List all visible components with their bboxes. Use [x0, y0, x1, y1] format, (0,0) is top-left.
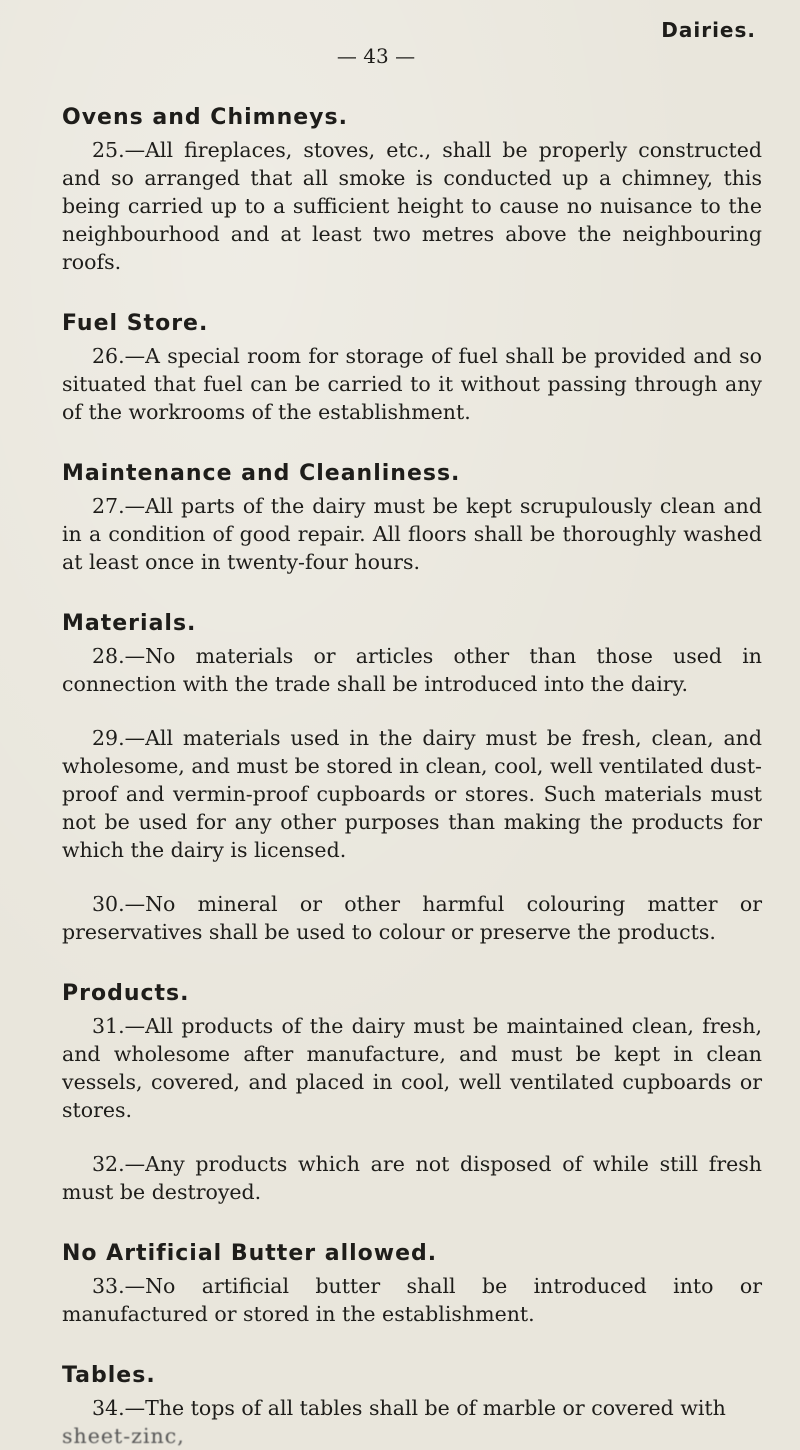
paragraph: 34.—The tops of all tables shall be of marble or covered with	[92, 1396, 726, 1420]
running-head: Dairies.	[661, 18, 756, 42]
cut-off-line: sheet-zinc,	[62, 1424, 185, 1448]
paragraph: 30.—No mineral or other harmful colouring matter or preservatives shall be used to colour or preserve the products.	[62, 892, 762, 944]
paragraph: 25.—All fireplaces, stoves, etc., shall be properly constructed and so arranged that all smoke is conducted up a chimney, this being carried up to a sufficient height to cause no nuisance to the neighbourhood and at least two metres above the neighbouring roofs.	[62, 138, 762, 274]
paragraph: 33.—No artificial butter shall be introduced into or manufactured or stored in the establishment.	[62, 1274, 762, 1326]
page-number: — 43 —	[336, 44, 416, 68]
section-heading: Maintenance and Cleanliness.	[62, 461, 461, 486]
page-content	[62, 100, 762, 1450]
section-heading: Ovens and Chimneys.	[62, 105, 348, 130]
section-heading: Products.	[62, 981, 190, 1006]
paragraph: 29.—All materials used in the dairy must be fresh, clean, and wholesome, and must be stored in clean, cool, well ventilated dust-proof and vermin-proof cupboards or stores. Such materials must not be used for any other purposes than making the products for which the dairy is licensed.	[62, 726, 762, 862]
paragraph: 31.—All products of the dairy must be maintained clean, fresh, and wholesome after manufacture, and must be kept in clean vessels, covered, and placed in cool, well ventilated cupboards or stores.	[62, 1014, 762, 1122]
paragraph: 27.—All parts of the dairy must be kept scrupulously clean and in a condition of good repair. All floors shall be thoroughly washed at least once in twenty-four hours.	[62, 494, 762, 574]
paragraph: 26.—A special room for storage of fuel shall be provided and so situated that fuel can be carried to it without passing through any of the workrooms of the establishment.	[62, 344, 762, 424]
section-heading: Fuel Store.	[62, 311, 209, 336]
section-heading: Tables.	[62, 1363, 156, 1388]
paragraph: 28.—No materials or articles other than those used in connection with the trade shall be introduced into the dairy.	[62, 644, 762, 696]
section-heading: Materials.	[62, 611, 197, 636]
section-heading: No Artificial Butter allowed.	[62, 1241, 438, 1266]
paragraph: 32.—Any products which are not disposed of while still fresh must be destroyed.	[62, 1152, 762, 1204]
